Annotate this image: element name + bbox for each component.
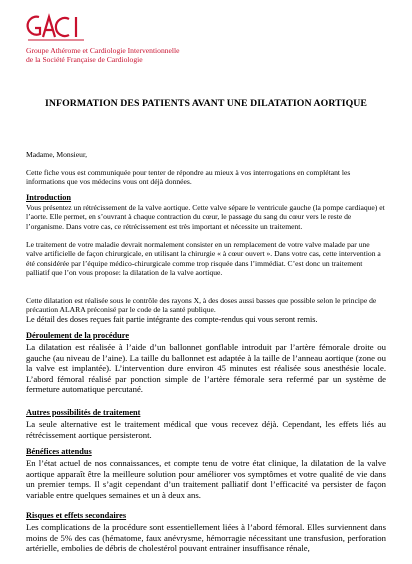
introduction-paragraph-4: Le détail des doses reçues fait partie intégrante des compte-rendus qui vous seront remis.: [26, 315, 318, 324]
document-title: INFORMATION DES PATIENTS AVANT UNE DILATATION AORTIQUE: [45, 98, 367, 109]
organization-line-1: Groupe Athérome et Cardiologie Interventionnelle: [26, 46, 180, 55]
gaci-logo: [26, 10, 86, 44]
greeting: Madame, Monsieur,: [26, 150, 88, 159]
introduction-paragraph-2: Le traitement de votre maladie devrait normalement consister en un remplacement de votre valve malade par une valve artificielle de façon chirurgicale, en utilisant la chirurgie « à cœur ouvert ». Dans votre cas, cette intervention a été considérée par l’équipe médico-chirurgicale comme trop risquée dans l’immédiat. C’est donc un traitement palliatif que l’on vous propose: la dilatation de la valve aortique.: [26, 240, 381, 278]
organization-line-2: de la Société Française de Cardiologie: [26, 55, 143, 64]
section-heading-risques: Risques et effets secondaires: [26, 511, 127, 520]
benefices-paragraph: En l’état actuel de nos connaissances, et compte tenu de votre état clinique, la dilatation de la valve aortique apparaît être la meilleure solution pour améliorer vos symptômes et votre qualité de vie dans un premier temps. Il s’agit cependant d’un traitement palliatif dont l’efficacité va persister de façon variable entre quelques semaines et un à deux ans.: [26, 458, 386, 500]
section-heading-benefices: Bénéfices attendus: [26, 447, 92, 456]
risques-paragraph: Les complications de la procédure sont essentiellement liées à l’abord fémoral. Elles surviennent dans moins de 5% des cas (hématome, faux anévrysme, hémorragie nécessitant une transfusion, perforation artérielle, embolies de débris de cholestérol pouvant entrainer insuffisance rénale,: [26, 522, 386, 554]
deroulement-paragraph: La dilatation est réalisée à l’aide d’un ballonnet gonflable introduit par l’artère fémorale droite ou gauche (au niveau de l’aine). La taille du ballonnet est adaptée à la taille de l’anneau aortique (zone ou la valve est implantée). L’intervention dure environ 45 minutes est réalisée sous anesthésie locale. L’abord fémoral réalisé par ponction simple de l’artère fémorale sera refermé par un système de fermeture automatique percutané.: [26, 342, 386, 395]
introduction-paragraph-3: Cette dilatation est réalisée sous le contrôle des rayons X, à des doses aussi basses que possible selon le principe de précaution ALARA préconisé par le code de la santé publique.: [26, 296, 377, 315]
autres-paragraph: La seule alternative est le traitement médical que vous recevez déjà. Cependant, les effets liés au rétrécissement aortique persisteront.: [26, 419, 386, 440]
section-heading-autres: Autres possibilités de traitement: [26, 408, 141, 417]
organization-name: [26, 46, 180, 64]
section-heading-deroulement: Déroulement de la procédure: [26, 331, 130, 340]
section-heading-introduction: Introduction: [26, 193, 72, 202]
intro-paragraph: Cette fiche vous est communiquée pour tenter de répondre au mieux à vos interrogations en complétant les informations que vos médecins vous ont déjà données.: [26, 168, 351, 187]
introduction-paragraph-1: Vous présentez un rétrécissement de la valve aortique. Cette valve sépare le ventricule gauche (la pompe cardiaque) et l’aorte. Elle permet, en s’ouvrant à chaque contraction du cœur, le passage du sang du cœur vers le reste de l’organisme. Dans votre cas, ce rétrécissement est très important et nécessite un traitement.: [26, 203, 385, 231]
